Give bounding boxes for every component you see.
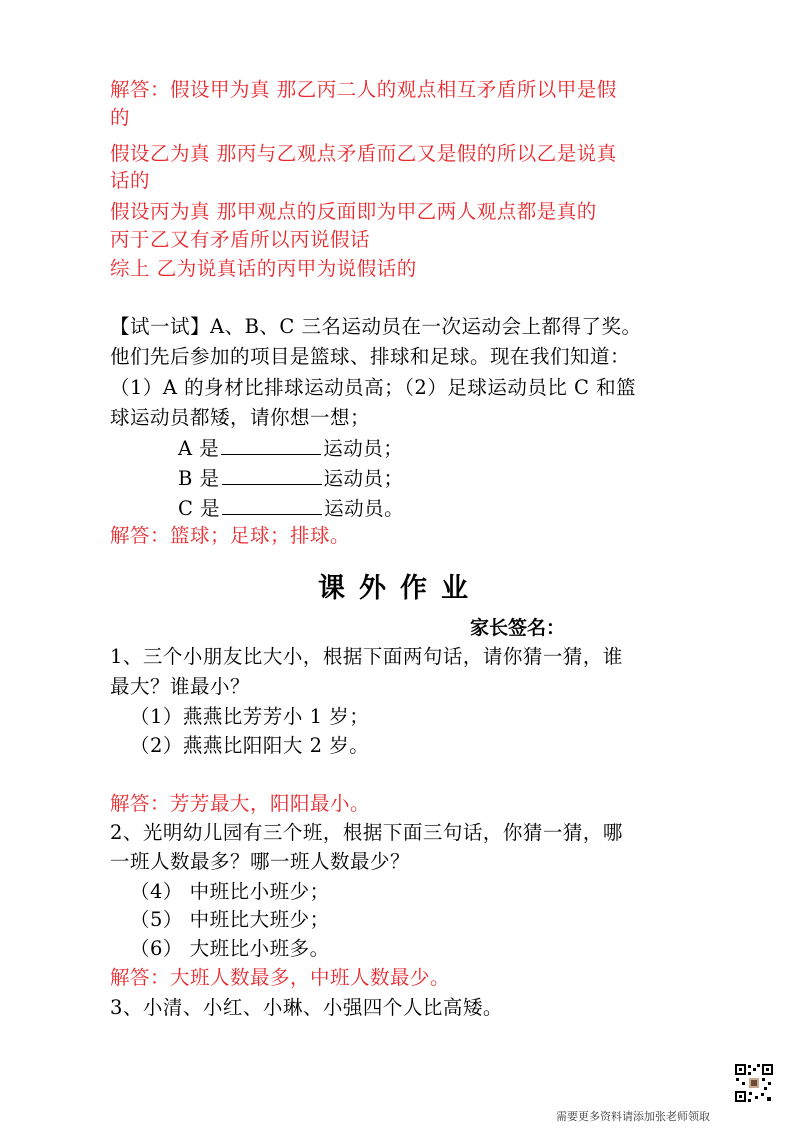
question-item: （5） 中班比大班少； (130, 908, 330, 931)
blank-suffix: 运动员； (323, 467, 404, 490)
question-line: 1、三个小朋友比大小，根据下面两句话，请你猜一猜，谁 (110, 645, 623, 668)
question-item: （6） 大班比小班多。 (130, 937, 330, 960)
problem-line: 球运动员都矮，请你想一想； (110, 406, 371, 429)
answer-line: 丙于乙又有矛盾所以丙说假话 (110, 228, 371, 251)
blank-suffix: 运动员； (323, 437, 404, 460)
answer-blank[interactable] (222, 494, 322, 515)
answer-line: 解答：假设甲为真 那乙丙二人的观点相互矛盾所以甲是假 (110, 78, 617, 101)
problem-line: （1）A 的身材比排球运动员高；（2）足球运动员比 C 和篮 (110, 376, 637, 399)
fill-blank-row (178, 434, 403, 463)
question-item: （1）燕燕比芳芳小 1 岁； (130, 705, 370, 728)
question-line: 3、小清、小红、小琳、小强四个人比高矮。 (110, 996, 503, 1019)
answer-line: 假设丙为真 那甲观点的反面即为甲乙两人观点都是真的 (110, 200, 597, 223)
answer-line: 综上 乙为说真话的丙甲为说假话的 (110, 257, 417, 280)
question-item: （4） 中班比小班少； (130, 880, 330, 903)
blank-prefix: B 是 (178, 467, 220, 490)
question-item: （2）燕燕比阳阳大 2 岁。 (130, 734, 370, 757)
question-line: 最大？谁最小？ (110, 675, 251, 698)
blank-prefix: C 是 (178, 497, 221, 520)
parent-signature-label: 家长签名： (470, 617, 566, 639)
fill-blank-row (178, 464, 404, 493)
answer-line: 解答：芳芳最大，阳阳最小。 (110, 792, 371, 815)
fill-blank-row (178, 494, 404, 523)
section-title: 课外作业 (318, 573, 482, 604)
qr-code-icon (734, 1063, 774, 1103)
footer-note: 需要更多资料请添加张老师领取 (556, 1110, 710, 1123)
answer-blank[interactable] (221, 434, 321, 455)
question-line: 2、光明幼儿园有三个班，根据下面三句话，你猜一猜，哪 (110, 821, 623, 844)
answer-line: 解答：篮球；足球；排球。 (110, 524, 351, 547)
answer-line: 话的 (110, 169, 151, 192)
problem-line: 【试一试】A、B、C 三名运动员在一次运动会上都得了奖。 (110, 315, 642, 338)
answer-line: 假设乙为真 那丙与乙观点矛盾而乙又是假的所以乙是说真 (110, 142, 617, 165)
problem-line: 他们先后参加的项目是篮球、排球和足球。现在我们知道： (110, 345, 631, 368)
answer-line: 解答：大班人数最多，中班人数最少。 (110, 966, 451, 989)
blank-prefix: A 是 (178, 437, 220, 460)
question-line: 一班人数最多？哪一班人数最少？ (110, 850, 411, 873)
answer-blank[interactable] (222, 464, 322, 485)
answer-line: 的 (110, 106, 131, 129)
blank-suffix: 运动员。 (324, 497, 405, 520)
